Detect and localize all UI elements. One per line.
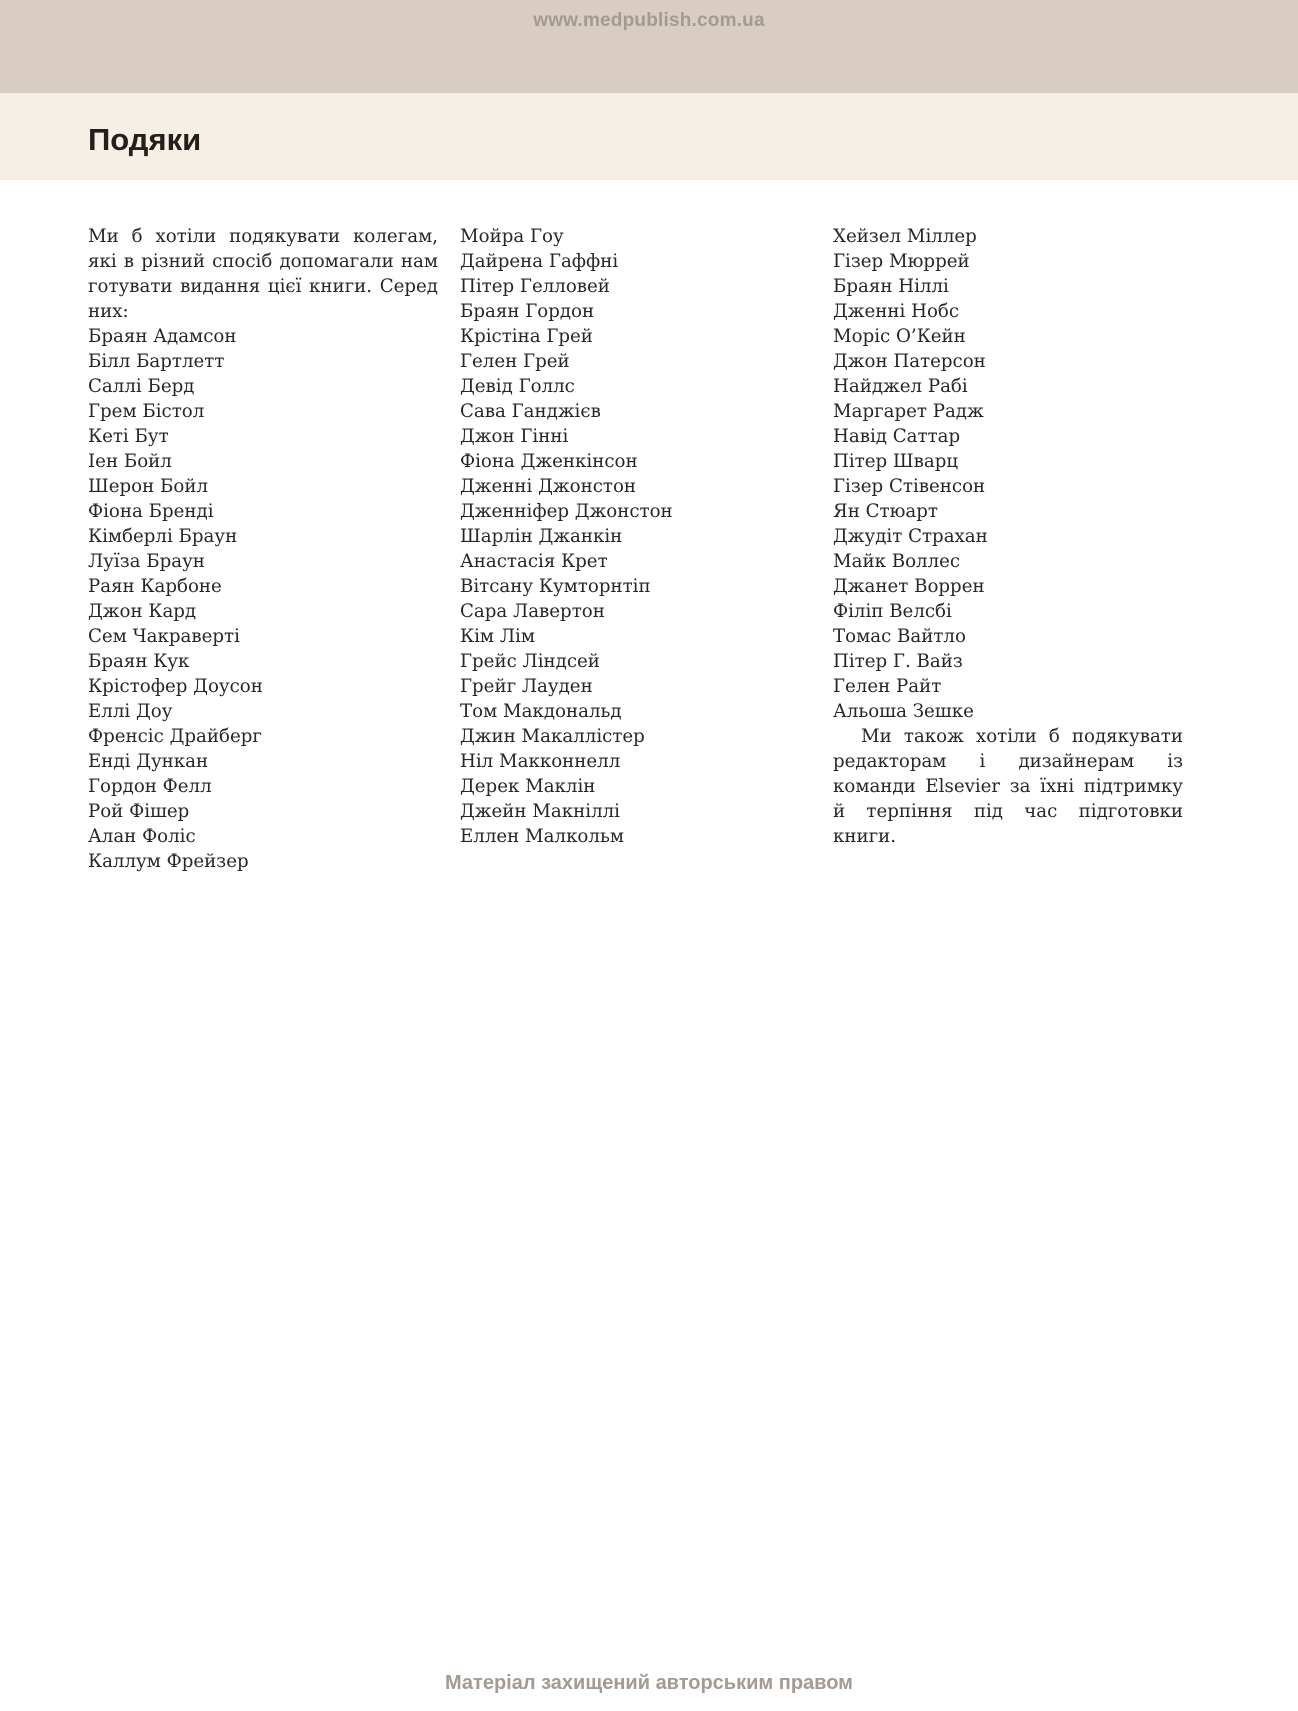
name-item: Мойра Гоу <box>460 226 564 247</box>
name-item: Вітсану Кумторнтіп <box>460 576 651 597</box>
name-item: Джанет Воррен <box>833 576 985 597</box>
name-item: Кім Лім <box>460 626 535 647</box>
name-item: Хейзел Міллер <box>833 226 977 247</box>
name-item: Браян Гордон <box>460 301 595 322</box>
name-item: Пітер Г. Вайз <box>833 651 963 672</box>
name-item: Дерек Маклін <box>460 776 596 797</box>
name-item: Браян Ніллі <box>833 276 949 297</box>
name-item: Дайрена Гаффні <box>460 251 619 272</box>
name-item: Анастасія Крет <box>460 551 608 572</box>
name-item: Кеті Бут <box>88 426 169 447</box>
name-item: Алан Фоліс <box>88 826 196 847</box>
name-item: Ніл Макконнелл <box>460 751 621 772</box>
name-item: Грейс Ліндсей <box>460 651 600 672</box>
name-item: Джон Гінні <box>460 426 569 447</box>
name-item: Моріс О’Кейн <box>833 326 966 347</box>
name-item: Луїза Браун <box>88 551 205 572</box>
name-item: Крістофер Доусон <box>88 676 263 697</box>
copyright-notice: Матеріал захищений авторським правом <box>445 1672 853 1694</box>
column-1 <box>88 224 438 874</box>
name-item: Білл Бартлетт <box>88 351 225 372</box>
name-item: Каллум Фрейзер <box>88 851 249 872</box>
names-list-1 <box>88 324 438 874</box>
name-item: Джин Макаллістер <box>460 726 645 747</box>
name-item: Джудіт Страхан <box>833 526 988 547</box>
name-item: Пітер Гелловей <box>460 276 610 297</box>
name-item: Саллі Берд <box>88 376 195 397</box>
name-item: Альоша Зешке <box>833 701 974 722</box>
name-item: Браян Кук <box>88 651 190 672</box>
name-item: Дженні Нобс <box>833 301 960 322</box>
name-item: Джон Патерсон <box>833 351 986 372</box>
name-item: Девід Голлс <box>460 376 575 397</box>
name-item: Рой Фішер <box>88 801 190 822</box>
intro-paragraph: Ми б хотіли подякувати колегам, які в різний спосіб допомагали нам готувати видання цієї книги. Серед них: <box>88 226 438 322</box>
name-item: Кімберлі Браун <box>88 526 238 547</box>
name-item: Джон Кард <box>88 601 197 622</box>
name-item: Іен Бойл <box>88 451 172 472</box>
name-item: Раян Карбоне <box>88 576 222 597</box>
name-item: Маргарет Радж <box>833 401 984 422</box>
name-item: Енді Дункан <box>88 751 209 772</box>
name-item: Дженні Джонстон <box>460 476 637 497</box>
name-item: Гізер Стівенсон <box>833 476 986 497</box>
name-item: Томас Вайтло <box>833 626 966 647</box>
name-item: Філіп Велсбі <box>833 601 952 622</box>
column-2 <box>460 224 810 849</box>
name-item: Джейн Макніллі <box>460 801 621 822</box>
name-item: Том Макдональд <box>460 701 622 722</box>
column-3 <box>833 224 1183 849</box>
page-title: Подяки <box>88 122 202 157</box>
name-item: Сем Чакраверті <box>88 626 240 647</box>
names-list-2 <box>460 224 810 849</box>
name-item: Найджел Рабі <box>833 376 968 397</box>
name-item: Грейг Лауден <box>460 676 593 697</box>
name-item: Дженніфер Джонстон <box>460 501 673 522</box>
names-list-3 <box>833 224 1183 724</box>
name-item: Навід Саттар <box>833 426 961 447</box>
name-item: Майк Воллес <box>833 551 961 572</box>
name-item: Гелен Райт <box>833 676 942 697</box>
name-item: Шерон Бойл <box>88 476 209 497</box>
name-item: Сава Ганджієв <box>460 401 601 422</box>
name-item: Ян Стюарт <box>833 501 938 522</box>
name-item: Фіона Бренді <box>88 501 214 522</box>
name-item: Френсіс Драйберг <box>88 726 262 747</box>
name-item: Гізер Мюррей <box>833 251 970 272</box>
name-item: Фіона Дженкінсон <box>460 451 638 472</box>
name-item: Гелен Грей <box>460 351 570 372</box>
closing-paragraph: Ми також хотіли б подякувати редакторам і дизайнерам із команди Elsevier за їхні підтримку й терпіння під час підготовки книги. <box>833 726 1183 847</box>
site-url-watermark: www.medpublish.com.ua <box>533 10 765 31</box>
name-item: Грем Бістол <box>88 401 205 422</box>
name-item: Шарлін Джанкін <box>460 526 623 547</box>
name-item: Крістіна Грей <box>460 326 593 347</box>
name-item: Гордон Фелл <box>88 776 212 797</box>
name-item: Сара Лавертон <box>460 601 605 622</box>
name-item: Браян Адамсон <box>88 326 237 347</box>
name-item: Еллен Малкольм <box>460 826 624 847</box>
name-item: Пітер Шварц <box>833 451 959 472</box>
name-item: Еллі Доу <box>88 701 173 722</box>
